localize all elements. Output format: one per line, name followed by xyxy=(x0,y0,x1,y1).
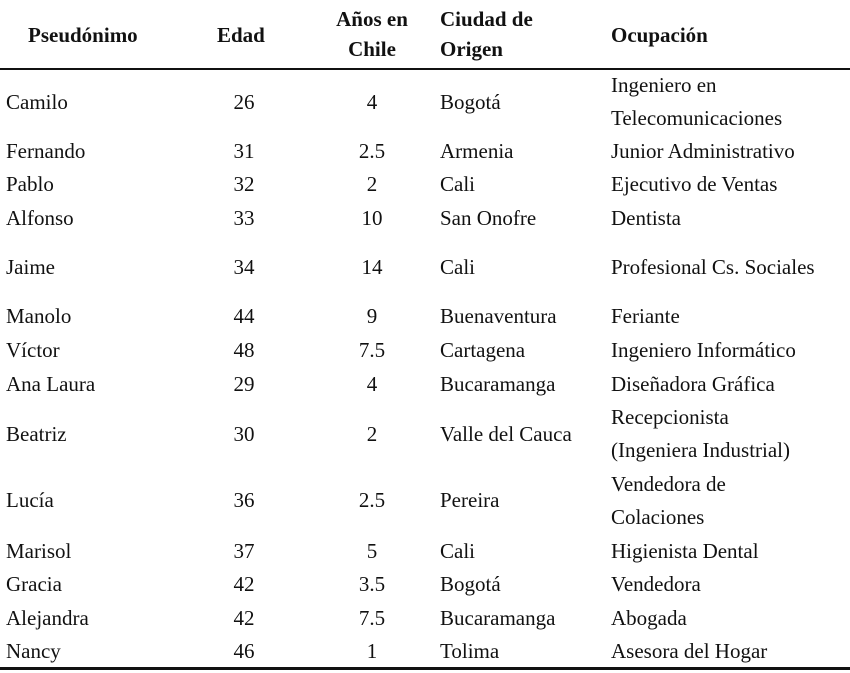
cell-occupation-text: Feriante xyxy=(611,304,680,328)
cell-years-in-chile-text: 14 xyxy=(361,254,383,279)
cell-occupation xyxy=(611,568,850,601)
cell-age-text: 48 xyxy=(233,338,255,362)
header-age: Edad xyxy=(217,23,265,47)
cell-city xyxy=(440,635,499,667)
cell-years-in-chile-text: 3.5 xyxy=(358,572,386,596)
cell-years-in-chile-text: 2.5 xyxy=(358,488,386,512)
cell-pseudonym-text: Alfonso xyxy=(6,205,74,230)
cell-years-in-chile-text: 2.5 xyxy=(358,138,386,163)
cell-city xyxy=(440,168,475,201)
cell-pseudonym xyxy=(6,601,89,635)
cell-pseudonym-text: Alejandra xyxy=(6,605,89,630)
cell-occupation xyxy=(611,70,850,134)
cell-city xyxy=(440,201,536,235)
cell-city-text: Bucaramanga xyxy=(440,605,556,630)
cell-city xyxy=(440,467,499,534)
cell-years-in-chile xyxy=(340,70,404,134)
cell-years-in-chile xyxy=(340,401,404,467)
table-row xyxy=(0,534,850,568)
table-row xyxy=(0,601,850,635)
cell-age-text: 42 xyxy=(233,572,255,596)
cell-age xyxy=(214,601,274,635)
header-pseudonym: Pseudónimo xyxy=(28,23,138,47)
cell-age-text: 34 xyxy=(233,254,255,279)
header-years-line1: Años en xyxy=(336,7,408,31)
table-header xyxy=(0,0,850,68)
cell-age xyxy=(214,134,274,168)
cell-occupation-text: Ingeniero en Telecomunicaciones xyxy=(611,73,783,130)
cell-pseudonym-text: Fernando xyxy=(6,138,86,163)
cell-occupation xyxy=(611,367,850,401)
cell-age-text: 37 xyxy=(233,538,255,563)
cell-pseudonym-text: Marisol xyxy=(6,538,72,563)
cell-pseudonym xyxy=(6,201,74,235)
table-row xyxy=(0,201,850,235)
table-row xyxy=(0,367,850,401)
cell-occupation xyxy=(611,299,850,334)
cell-years-in-chile xyxy=(340,235,404,299)
cell-age xyxy=(214,367,274,401)
cell-pseudonym-text: Gracia xyxy=(6,572,62,596)
cell-pseudonym-text: Beatriz xyxy=(6,421,67,446)
table-row xyxy=(0,235,850,299)
cell-city-text: San Onofre xyxy=(440,205,537,230)
cell-occupation xyxy=(611,168,850,201)
cell-age xyxy=(214,635,274,667)
header-city-line1: Ciudad de xyxy=(440,7,533,31)
cell-years-in-chile-text: 10 xyxy=(361,205,383,230)
cell-years-in-chile-text: 2 xyxy=(366,172,378,196)
cell-pseudonym xyxy=(6,401,67,467)
cell-years-in-chile-text: 2 xyxy=(366,421,378,446)
cell-pseudonym-text: Nancy xyxy=(6,638,61,663)
cell-occupation-text: Asesora del Hogar xyxy=(611,638,768,663)
cell-age-text: 46 xyxy=(233,638,255,663)
cell-city-text: Bucaramanga xyxy=(440,371,556,396)
cell-pseudonym-text: Jaime xyxy=(6,254,55,279)
cell-occupation-text: Ejecutivo de Ventas xyxy=(611,172,778,196)
cell-years-in-chile-text: 1 xyxy=(366,638,378,663)
table-row xyxy=(0,467,850,534)
header-city-of-origin xyxy=(440,4,533,64)
cell-pseudonym xyxy=(6,367,95,401)
cell-age xyxy=(214,201,274,235)
cell-pseudonym xyxy=(6,235,55,299)
cell-occupation-text: Higienista Dental xyxy=(611,538,759,563)
cell-occupation-text: Recepcionista (Ingeniera Industrial) xyxy=(611,405,791,462)
cell-occupation xyxy=(611,401,850,467)
cell-years-in-chile xyxy=(340,635,404,667)
cell-city-text: Bogotá xyxy=(440,89,501,114)
cell-city-text: Cali xyxy=(440,172,475,196)
cell-pseudonym xyxy=(6,534,71,568)
cell-city-text: Pereira xyxy=(440,488,500,512)
cell-city xyxy=(440,334,525,367)
cell-age xyxy=(214,299,274,334)
cell-occupation xyxy=(611,334,850,367)
cell-age-text: 30 xyxy=(233,421,255,446)
cell-city xyxy=(440,299,557,334)
cell-years-in-chile xyxy=(340,334,404,367)
cell-years-in-chile xyxy=(340,201,404,235)
cell-age-text: 29 xyxy=(233,371,255,396)
cell-city-text: Cali xyxy=(440,254,475,279)
cell-pseudonym-text: Lucía xyxy=(6,488,54,512)
cell-age-text: 26 xyxy=(233,89,255,114)
cell-age-text: 42 xyxy=(233,605,255,630)
cell-occupation xyxy=(611,601,850,635)
table-row xyxy=(0,568,850,601)
table-row xyxy=(0,168,850,201)
cell-pseudonym-text: Manolo xyxy=(6,304,72,328)
cell-occupation-text: Vendedora xyxy=(611,572,701,596)
cell-age xyxy=(214,401,274,467)
cell-occupation xyxy=(611,534,850,568)
cell-occupation-text: Diseñadora Gráfica xyxy=(611,371,775,396)
cell-city-text: Armenia xyxy=(440,138,514,163)
cell-occupation xyxy=(611,467,850,534)
cell-age xyxy=(214,568,274,601)
cell-years-in-chile-text: 4 xyxy=(366,89,378,114)
cell-pseudonym xyxy=(6,70,68,134)
cell-occupation xyxy=(611,635,850,667)
cell-age xyxy=(214,70,274,134)
cell-city-text: Cali xyxy=(440,538,475,563)
cell-city xyxy=(440,601,555,635)
cell-pseudonym xyxy=(6,134,85,168)
cell-city xyxy=(440,235,475,299)
cell-city xyxy=(440,70,501,134)
cell-pseudonym-text: Camilo xyxy=(6,89,68,114)
cell-city-text: Cartagena xyxy=(440,338,526,362)
cell-pseudonym xyxy=(6,168,54,201)
cell-pseudonym xyxy=(6,635,61,667)
cell-city xyxy=(440,401,572,467)
cell-pseudonym xyxy=(6,568,62,601)
cell-age-text: 32 xyxy=(233,172,255,196)
cell-years-in-chile-text: 9 xyxy=(366,304,378,328)
cell-pseudonym xyxy=(6,299,71,334)
cell-occupation-text: Vendedora de Colaciones xyxy=(611,471,726,529)
cell-years-in-chile-text: 7.5 xyxy=(358,605,386,630)
header-occupation: Ocupación xyxy=(611,23,708,47)
cell-years-in-chile xyxy=(340,601,404,635)
cell-years-in-chile xyxy=(340,168,404,201)
cell-years-in-chile xyxy=(340,534,404,568)
cell-years-in-chile xyxy=(340,367,404,401)
table-row xyxy=(0,334,850,367)
table-row xyxy=(0,70,850,134)
cell-pseudonym xyxy=(6,334,60,367)
cell-occupation xyxy=(611,201,850,235)
cell-age-text: 36 xyxy=(233,488,255,512)
cell-years-in-chile xyxy=(340,568,404,601)
cell-years-in-chile xyxy=(340,299,404,334)
table-row xyxy=(0,299,850,334)
cell-occupation xyxy=(611,235,850,299)
cell-occupation-text: Profesional Cs. Sociales xyxy=(611,254,815,279)
cell-city xyxy=(440,534,475,568)
table-row xyxy=(0,134,850,168)
header-city-line2: Origen xyxy=(440,37,503,61)
cell-age xyxy=(214,168,274,201)
table-row xyxy=(0,635,850,667)
cell-pseudonym-text: Ana Laura xyxy=(6,371,96,396)
cell-age xyxy=(214,467,274,534)
cell-years-in-chile-text: 4 xyxy=(366,371,378,396)
cell-age xyxy=(214,534,274,568)
cell-city-text: Bogotá xyxy=(440,572,501,596)
cell-age-text: 44 xyxy=(233,304,255,328)
cell-city xyxy=(440,134,513,168)
cell-years-in-chile-text: 7.5 xyxy=(358,338,386,362)
cell-age xyxy=(214,334,274,367)
cell-pseudonym-text: Pablo xyxy=(6,172,54,196)
cell-occupation-text: Ingeniero Informático xyxy=(611,338,796,362)
cell-occupation-text: Abogada xyxy=(611,605,687,630)
cell-age-text: 31 xyxy=(233,138,255,163)
bottom-rule xyxy=(0,667,850,670)
cell-occupation xyxy=(611,134,850,168)
table-row xyxy=(0,401,850,467)
cell-city-text: Tolima xyxy=(440,638,500,663)
cell-age xyxy=(214,235,274,299)
cell-city xyxy=(440,367,555,401)
cell-city xyxy=(440,568,501,601)
cell-pseudonym-text: Víctor xyxy=(6,338,60,362)
cell-city-text: Buenaventura xyxy=(440,304,557,328)
cell-city-text: Valle del Cauca xyxy=(440,421,572,446)
cell-years-in-chile xyxy=(340,134,404,168)
header-years-line2: Chile xyxy=(348,37,396,61)
cell-occupation-text: Junior Administrativo xyxy=(611,138,795,163)
cell-pseudonym xyxy=(6,467,54,534)
cell-age-text: 33 xyxy=(233,205,255,230)
cell-years-in-chile xyxy=(340,467,404,534)
cell-occupation-text: Dentista xyxy=(611,205,681,230)
cell-years-in-chile-text: 5 xyxy=(366,538,378,563)
header-years-in-chile xyxy=(329,4,415,64)
